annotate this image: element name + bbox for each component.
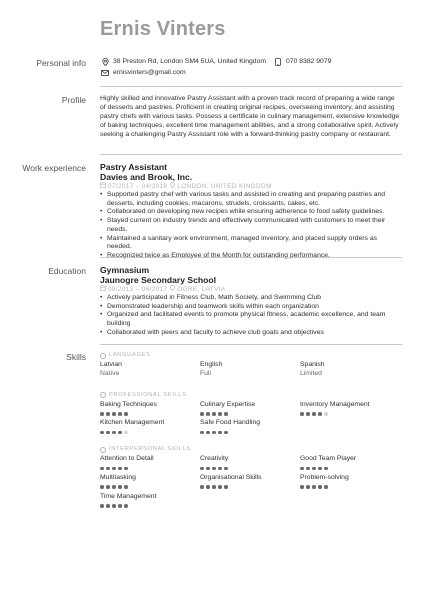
location-icon	[170, 285, 175, 294]
rating-dot	[200, 485, 204, 489]
list-item: • Collaborated with peers and faculty to achieve club goals and objectives	[107, 329, 402, 338]
section-label-education: Education	[48, 266, 86, 276]
section-label-personal-info: Personal info	[36, 58, 86, 68]
list-item: • Collaborated on developing new recipes while ensuring adherence to food safety guidelines.	[107, 208, 402, 217]
rating-dot	[324, 412, 328, 416]
rating-dot	[106, 412, 110, 416]
mail-icon	[100, 70, 110, 76]
language-item: English Full	[200, 361, 223, 377]
circle-icon	[100, 353, 106, 359]
rating-dot	[124, 467, 128, 471]
rating-dot	[212, 485, 216, 489]
rating-dot	[118, 485, 122, 489]
education-entry	[100, 265, 402, 338]
skill-item	[200, 455, 300, 471]
skill-rating	[200, 411, 300, 416]
rating-dot	[100, 431, 104, 435]
resume-name: Ernis Vinters	[100, 18, 226, 40]
rating-dot	[100, 412, 104, 416]
skills-section	[100, 351, 402, 512]
rating-dot	[218, 485, 222, 489]
school-name: Jaunogre Secondary School	[100, 275, 217, 285]
phone-icon	[273, 58, 283, 66]
rating-dot	[112, 504, 116, 508]
rating-dot	[224, 431, 228, 435]
rating-dot	[300, 467, 304, 471]
skill-item	[200, 419, 300, 435]
skill-rating	[200, 466, 300, 471]
education-location: OGRE, LATVIA	[177, 286, 226, 293]
rating-dot	[318, 412, 322, 416]
skill-rating	[200, 485, 300, 490]
personal-info-section	[100, 56, 402, 78]
rating-dot	[312, 485, 316, 489]
work-meta	[100, 182, 402, 191]
calendar-icon	[100, 285, 106, 294]
education-dates: 09/2013 – 06/2017	[108, 286, 168, 293]
rating-dot	[306, 467, 310, 471]
rating-dot	[212, 431, 216, 435]
skill-name: Culinary Expertise	[200, 400, 256, 408]
language-item: Spanish Limited	[300, 361, 325, 377]
divider	[100, 86, 402, 87]
rating-dot	[112, 467, 116, 471]
pin-icon	[100, 58, 110, 66]
rating-dot	[200, 412, 204, 416]
rating-dot	[300, 485, 304, 489]
rating-dot	[200, 431, 204, 435]
phone-text[interactable]: 070 8382 9079	[286, 57, 332, 65]
rating-dot	[218, 467, 222, 471]
skill-rating	[300, 485, 400, 490]
rating-dot	[118, 504, 122, 508]
company-name: Davies and Brook, Inc.	[100, 172, 193, 182]
skill-item	[100, 419, 200, 435]
rating-dot	[324, 467, 328, 471]
skill-name: Inventory Management	[300, 400, 370, 408]
rating-dot	[224, 485, 228, 489]
language-item: Latvian Native	[100, 361, 122, 377]
rating-dot	[300, 412, 304, 416]
rating-dot	[124, 485, 128, 489]
rating-dot	[100, 504, 104, 508]
rating-dot	[306, 485, 310, 489]
skill-item	[200, 401, 300, 417]
job-title: Pastry Assistant	[100, 162, 168, 172]
rating-dot	[106, 467, 110, 471]
work-entry	[100, 162, 402, 261]
rating-dot	[318, 467, 322, 471]
skill-rating	[100, 430, 200, 435]
location-icon	[170, 182, 175, 191]
divider	[100, 257, 402, 258]
skill-name: Problem-solving	[300, 473, 349, 481]
rating-dot	[206, 431, 210, 435]
profile-text: Highly skilled and innovative Pastry Assistant with a proven track record of preparing a wide range of desserts and pastries. Proficient in creating original recipes, overseeing inventory, and assisting pastry chefs with various tasks. Possess a certificate in culinary management, extensive knowledge of baking techniques, excellent time management abilities, and a strong collaborative spirit. Actively seeking a challenging Pastry Assistant role with a forward-thinking pastry company or restaurant.	[100, 95, 400, 139]
skill-item	[300, 474, 400, 490]
skill-item	[100, 401, 200, 417]
skill-name: Safe Food Handling	[200, 419, 261, 427]
skill-name: Kitchen Management	[100, 419, 165, 427]
rating-dot	[100, 467, 104, 471]
skill-item	[300, 455, 400, 471]
rating-dot	[200, 467, 204, 471]
interpersonal-skills-heading: INTERPERSONAL SKILLS	[100, 445, 402, 454]
skill-item	[300, 401, 400, 417]
skill-name: Good Team Player	[300, 455, 357, 463]
skill-item	[100, 493, 200, 509]
skill-rating	[100, 411, 200, 416]
rating-dot	[124, 412, 128, 416]
email-link[interactable]: ernisvinters@gmail.com	[113, 68, 186, 76]
skill-name: Attention to Detail	[100, 455, 154, 463]
rating-dot	[224, 467, 228, 471]
rating-dot	[112, 431, 116, 435]
rating-dot	[106, 431, 110, 435]
skill-rating	[300, 411, 400, 416]
list-item: • Demonstrated leadership and teamwork skills within each organization	[107, 303, 402, 312]
address-text: 38 Preston Rd, London SM4 5UA, United Kingdom	[113, 57, 267, 65]
section-label-work-experience: Work experience	[22, 163, 86, 173]
rating-dot	[118, 412, 122, 416]
divider	[100, 344, 402, 345]
rating-dot	[312, 467, 316, 471]
degree-title: Gymnasium	[100, 265, 150, 275]
education-meta	[100, 285, 402, 294]
list-item: • Organized and facilitated events to promote physical fitness, academic excellence, and team building	[107, 311, 402, 328]
skill-item	[100, 474, 200, 490]
skill-rating	[200, 430, 300, 435]
skill-rating	[100, 504, 200, 509]
list-item: • Actively participated in Fitness Club, Math Society, and Swimming Club	[107, 294, 402, 303]
rating-dot	[106, 504, 110, 508]
rating-dot	[212, 467, 216, 471]
skill-rating	[100, 466, 200, 471]
rating-dot	[212, 412, 216, 416]
rating-dot	[318, 485, 322, 489]
work-location: LONDON, UNITED KINGDOM	[177, 183, 272, 190]
skill-name: Time Management	[100, 492, 157, 500]
rating-dot	[112, 485, 116, 489]
rating-dot	[124, 504, 128, 508]
rating-dot	[124, 431, 128, 435]
divider	[100, 154, 402, 155]
work-bullets	[100, 191, 402, 261]
rating-dot	[206, 412, 210, 416]
skill-name: Organisational Skills	[200, 473, 262, 481]
calendar-icon	[100, 182, 106, 191]
skill-name: Multitasking	[100, 473, 136, 481]
professional-skills-heading: PROFESSIONAL SKILLS	[100, 391, 402, 400]
section-label-profile: Profile	[61, 95, 86, 105]
rating-dot	[312, 412, 316, 416]
skill-rating	[100, 485, 200, 490]
rating-dot	[324, 485, 328, 489]
rating-dot	[206, 467, 210, 471]
education-bullets	[100, 294, 402, 338]
rating-dot	[118, 467, 122, 471]
rating-dot	[218, 431, 222, 435]
rating-dot	[224, 412, 228, 416]
rating-dot	[206, 485, 210, 489]
rating-dot	[306, 412, 310, 416]
rating-dot	[100, 485, 104, 489]
skill-item	[100, 455, 200, 471]
work-dates: 07/2017 – 04/2019	[108, 183, 168, 190]
list-item: • Stayed current on industry trends and effectively communicated with customers to meet their needs.	[107, 217, 402, 234]
rating-dot	[218, 412, 222, 416]
list-item: • Supported pastry chef with various tasks and assisted in creating and preparing pastries and desserts, including cookies, macarons, strudels, croissants, cakes, etc.	[107, 191, 402, 208]
languages-grid	[100, 361, 402, 382]
skill-name: Creativity	[200, 455, 229, 463]
circle-icon	[100, 447, 106, 453]
skill-name: Baking Techniques	[100, 400, 157, 408]
skill-item	[200, 474, 300, 490]
rating-dot	[112, 412, 116, 416]
professional-skills-grid	[100, 401, 402, 439]
list-item: • Maintained a sanitary work environment, managed inventory, and placed supply orders as needed.	[107, 235, 402, 252]
rating-dot	[118, 431, 122, 435]
list-item: • Recognized twice as Employee of the Month for outstanding performance.	[107, 252, 402, 261]
rating-dot	[106, 485, 110, 489]
circle-icon	[100, 392, 106, 398]
section-label-skills: Skills	[66, 352, 86, 362]
interpersonal-skills-grid	[100, 455, 402, 511]
languages-heading: LANGUAGES	[100, 351, 402, 360]
skill-rating	[300, 466, 400, 471]
